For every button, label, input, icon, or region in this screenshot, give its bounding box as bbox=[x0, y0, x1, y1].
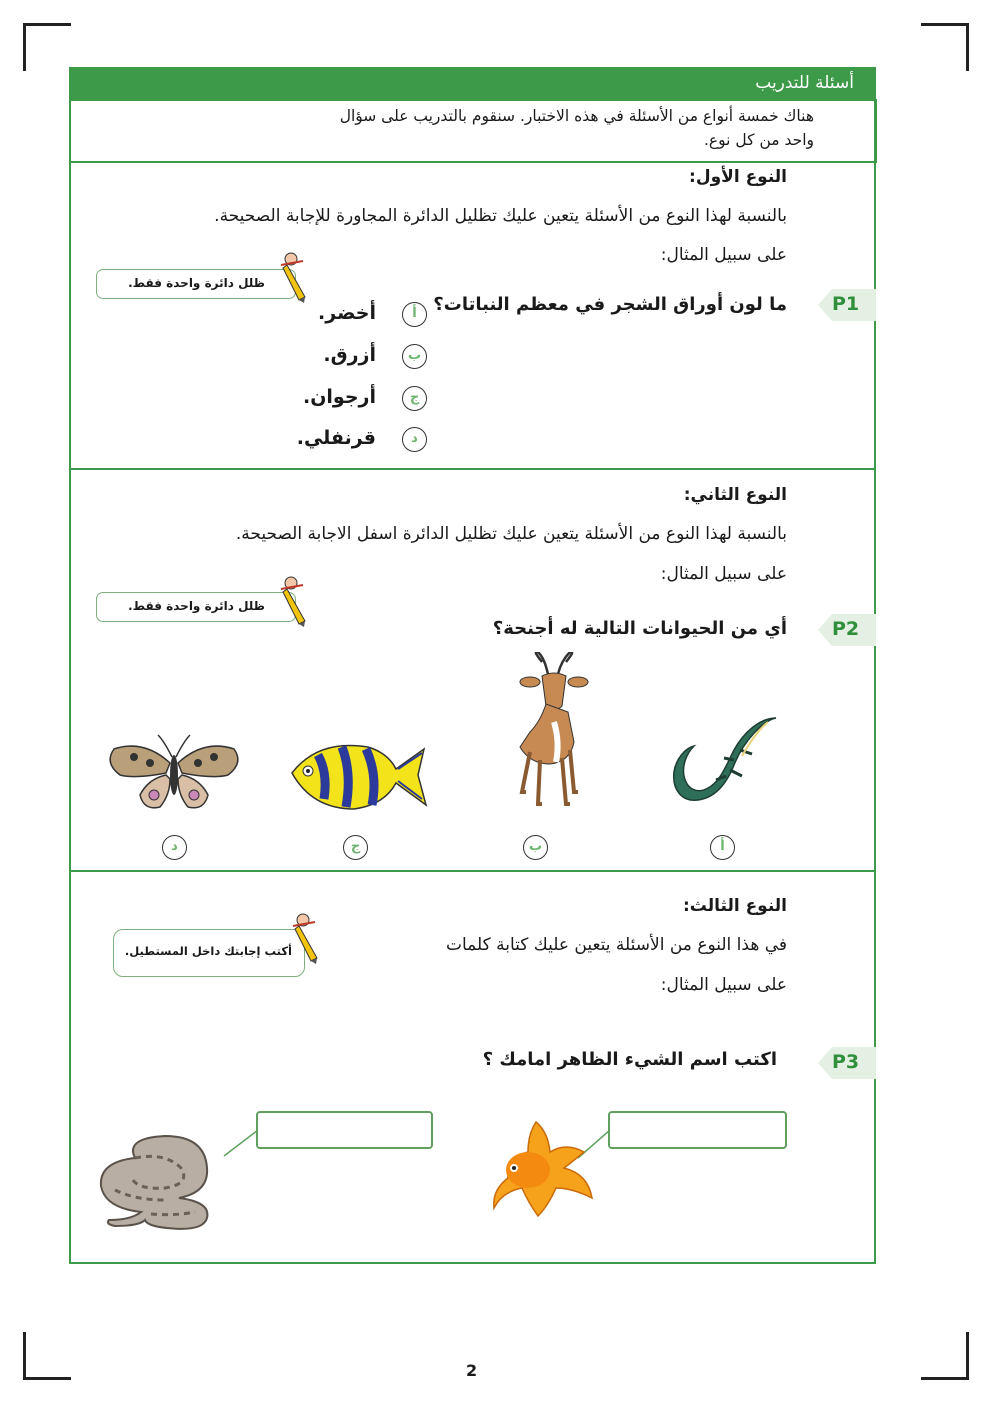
option-text-b: أزرق. bbox=[323, 344, 376, 366]
butterfly-image bbox=[104, 733, 244, 813]
intro-line-2: واحد من كل نوع. bbox=[703, 131, 814, 149]
type1-instruction: بالنسبة لهذا النوع من الأسئلة يتعين عليك تظليل الدائرة المجاورة للإجابة الصحيحة. bbox=[214, 206, 787, 226]
pencil-icon bbox=[277, 575, 317, 627]
crop-mark-top-right-h bbox=[921, 23, 969, 26]
question-tag-p3: P3 bbox=[818, 1047, 876, 1079]
pencil-icon bbox=[277, 251, 317, 303]
intro-line-1: هناك خمسة أنواع من الأسئلة في هذه الاختبار. سنقوم بالتدريب على سؤال bbox=[339, 107, 814, 125]
snake-image bbox=[95, 1128, 230, 1234]
page-number: 2 bbox=[466, 1361, 478, 1380]
crop-mark-bottom-right-v bbox=[966, 1332, 969, 1380]
hint-text: ظلل دائرة واحدة فقط. bbox=[128, 276, 265, 290]
type3-instruction: في هذا النوع من الأسئلة يتعين عليك كتابة كلمات bbox=[445, 935, 787, 955]
option-text-d: قرنفلي. bbox=[296, 427, 376, 449]
goldfish-image bbox=[488, 1118, 598, 1224]
option-circle-d[interactable]: د bbox=[402, 427, 427, 452]
hint-box bbox=[96, 592, 296, 622]
option-text-c: أرجوان. bbox=[302, 386, 376, 408]
fish-image bbox=[288, 733, 428, 815]
option-circle-c[interactable]: ج bbox=[343, 835, 368, 860]
type3-example-label: على سبيل المثال: bbox=[660, 975, 787, 995]
answer-box-goldfish[interactable] bbox=[608, 1111, 787, 1149]
hint-text: ظلل دائرة واحدة فقط. bbox=[128, 599, 265, 613]
option-circle-d[interactable]: د bbox=[162, 835, 187, 860]
crop-mark-top-left-h bbox=[23, 23, 71, 26]
answer-box-snake[interactable] bbox=[256, 1111, 433, 1149]
crop-mark-bottom-left-h bbox=[23, 1377, 71, 1380]
crop-mark-top-left-v bbox=[23, 23, 26, 71]
crop-mark-bottom-left-v bbox=[23, 1332, 26, 1380]
option-circle-a[interactable]: أ bbox=[402, 302, 427, 327]
type1-example-label: على سبيل المثال: bbox=[660, 245, 787, 265]
option-text-a: أخضر. bbox=[318, 302, 376, 324]
hint-box bbox=[96, 269, 296, 299]
gazelle-image bbox=[500, 652, 600, 814]
question-tag-p2: P2 bbox=[818, 614, 876, 646]
pencil-icon bbox=[289, 912, 329, 964]
page-title: أسئلة للتدريب bbox=[755, 73, 854, 93]
crop-mark-top-right-v bbox=[966, 23, 969, 71]
type1-question: ما لون أوراق الشجر في معظم النباتات؟ bbox=[433, 294, 787, 315]
intro-text bbox=[340, 104, 814, 152]
section-divider-1 bbox=[69, 468, 876, 470]
option-circle-c[interactable]: ج bbox=[402, 386, 427, 411]
type2-heading: النوع الثاني: bbox=[683, 485, 787, 505]
type3-heading: النوع الثالث: bbox=[682, 896, 787, 916]
option-circle-a[interactable]: أ bbox=[710, 835, 735, 860]
header-banner bbox=[69, 67, 876, 101]
question-tag-p1: P1 bbox=[818, 289, 876, 321]
type3-question: اكتب اسم الشيء الظاهر امامك ؟ bbox=[482, 1049, 777, 1070]
hint-text: أكتب إجابتك داخل المستطيل. bbox=[124, 944, 292, 958]
lizard-image bbox=[664, 710, 784, 820]
option-circle-b[interactable]: ب bbox=[402, 344, 427, 369]
section-divider-2 bbox=[69, 870, 876, 872]
type2-instruction: بالنسبة لهذا النوع من الأسئلة يتعين عليك تظليل الدائرة اسفل الاجابة الصحيحة. bbox=[235, 524, 787, 544]
type2-question: أي من الحيوانات التالية له أجنحة؟ bbox=[492, 618, 787, 639]
type1-heading: النوع الأول: bbox=[689, 167, 787, 187]
crop-mark-bottom-right-h bbox=[921, 1377, 969, 1380]
option-circle-b[interactable]: ب bbox=[523, 835, 548, 860]
type2-example-label: على سبيل المثال: bbox=[660, 564, 787, 584]
hint-box bbox=[113, 929, 305, 977]
